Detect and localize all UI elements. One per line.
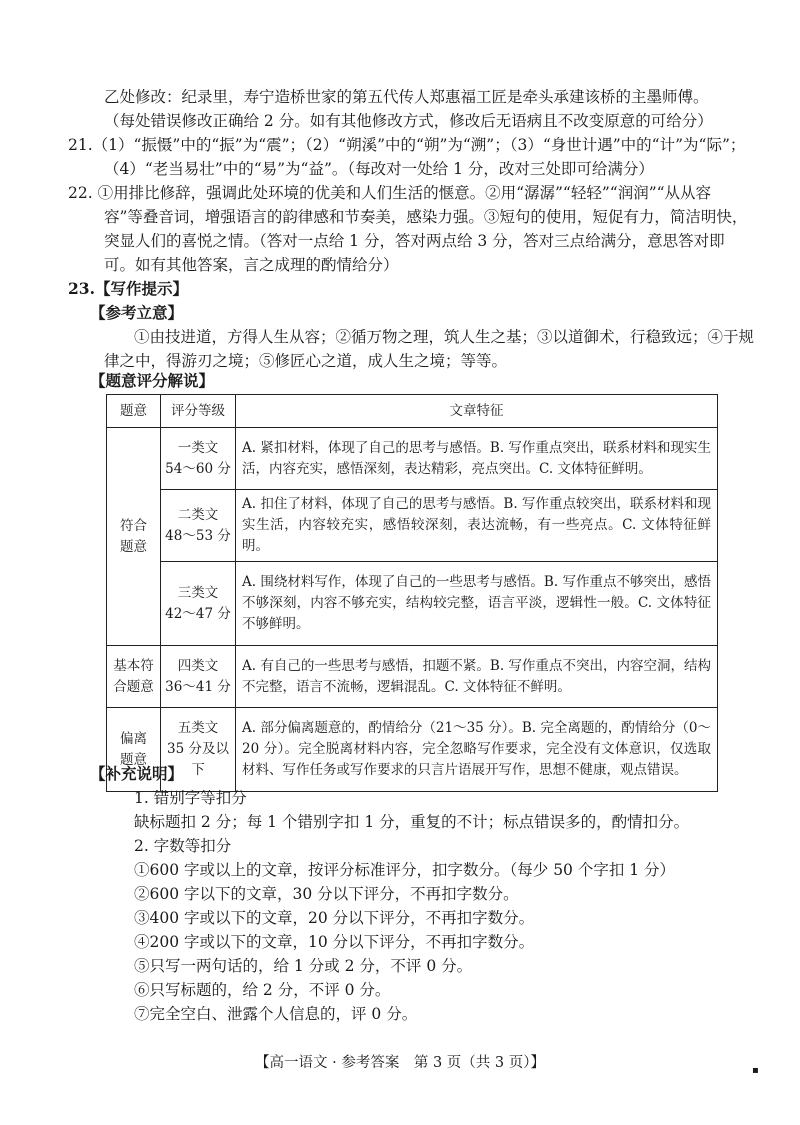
q22-line-4: 可。如有其他答案，言之成理的酌情给分） xyxy=(104,256,399,274)
corner-mark: ▪ xyxy=(752,1065,759,1076)
q22-line-2: 容”等叠音词，增强语言的韵律感和节奏美，感染力强。③短句的使用，短促有力，简洁明快， xyxy=(104,208,748,226)
reference-theme-line-2: 律之中，得游刃之境；⑤修匠心之道，成人生之境；等等。 xyxy=(104,352,508,370)
word-count-rule: ②600 字以下的文章，30 分以下评分，不再扣字数分。 xyxy=(134,885,519,903)
scoring-explanation-heading: 【题意评分解说】 xyxy=(90,371,215,390)
table-row xyxy=(107,562,718,646)
word-count-rule: ⑤只写一两句话的，给 1 分或 2 分，不评 0 分。 xyxy=(134,957,473,975)
supplement-item-1-title: 1. 错别字等扣分 xyxy=(134,789,247,807)
supplement-item-1-text: 缺标题扣 2 分；每 1 个错别字扣 1 分，重复的不计；标点错误多的，酌情扣分。 xyxy=(134,813,690,831)
word-count-rule: ③400 字或以下的文章，20 分以下评分，不再扣字数分。 xyxy=(134,909,535,927)
grade-cell: 三类文 42～47 分 xyxy=(161,562,236,646)
q23-heading: 23.【写作提示】 xyxy=(68,279,188,298)
word-count-rule: ⑥只写标题的，给 2 分，不评 0 分。 xyxy=(134,981,391,999)
table-row xyxy=(107,646,718,708)
grade-cell: 一类文 54～60 分 xyxy=(161,428,236,490)
grade-cell: 五类文 35 分及以下 xyxy=(161,708,236,792)
table-row xyxy=(107,490,718,562)
word-count-rule: ④200 字或以下的文章，10 分以下评分，不再扣字数分。 xyxy=(134,933,535,951)
table-row xyxy=(107,708,718,792)
header-features: 文章特征 xyxy=(236,395,718,428)
feature-cell: A. 紧扣材料，体现了自己的思考与感悟。B. 写作重点突出，联系材料和现实生活，内容充实，感悟深刻，表达精彩，亮点突出。C. 文体特征鲜明。 xyxy=(236,428,718,490)
reference-theme-line-1: ①由技进道，方得人生从容；②循万物之理，筑人生之基；③以道御术，行稳致远；④于规 xyxy=(134,328,755,346)
section-top-line-1: 乙处修改：纪录里，寿宁造桥世家的第五代传人郑惠福工匠是牵头承建该桥的主墨师傅。 xyxy=(104,88,709,106)
word-count-rule: ①600 字或以上的文章，按评分标准评分，扣字数分。（每少 50 个字扣 1 分） xyxy=(134,861,676,879)
feature-cell: A. 围绕材料写作，体现了自己的一些思考与感悟。B. 写作重点不够突出，感悟不够深刻，内容不够充实，结构较完整，语言平淡，逻辑性一般。C. 文体特征不够鲜明。 xyxy=(236,562,718,646)
header-grade: 评分等级 xyxy=(161,395,236,428)
supplement-item-2-title: 2. 字数等扣分 xyxy=(134,837,232,855)
q22-line-3: 突显人们的喜悦之情。（答对一点给 1 分，答对两点给 3 分，答对三点给满分，意思答对即 xyxy=(104,232,725,250)
supplement-heading: 【补充说明】 xyxy=(90,764,184,783)
feature-cell: A. 有自己的一些思考与感悟，扣题不紧。B. 写作重点不突出，内容空洞，结构不完整，语言不流畅，逻辑混乱。C. 文体特征不鲜明。 xyxy=(236,646,718,708)
grade-cell: 四类文 36～41 分 xyxy=(161,646,236,708)
q22-line-1: 22. ①用排比修辞，强调此处环境的优美和人们生活的惬意。②用“潺潺”“轻轻”“润润”“从从容 xyxy=(68,184,712,202)
table-header-row xyxy=(107,395,718,428)
group-basically-fits: 基本符 合题意 xyxy=(107,646,161,708)
page-footer: 【高一语文 · 参考答案 第 3 页（共 3 页）】 xyxy=(255,1055,545,1071)
grading-table xyxy=(106,394,718,792)
grade-cell: 二类文 48～53 分 xyxy=(161,490,236,562)
word-count-rule: ⑦完全空白、泄露个人信息的，评 0 分。 xyxy=(134,1005,418,1023)
feature-cell: A. 扣住了材料，体现了自己的思考与感悟。B. 写作重点较突出，联系材料和现实生活，内容较充实，感悟较深刻，表达流畅，有一些亮点。C. 文体特征鲜明。 xyxy=(236,490,718,562)
header-theme: 题意 xyxy=(107,395,161,428)
feature-cell: A. 部分偏离题意的，酌情给分（21～35 分）。B. 完全离题的，酌情给分（0～20 分）。完全脱离材料内容，完全忽略写作要求，完全没有文体意识，仅选取材料、写作任务或写作要求的只言片语展开写作，思想不健康，观点错误。 xyxy=(236,708,718,792)
section-top-line-2: （每处错误修改正确给 2 分。如有其他修改方式，修改后无语病且不改变原意的可给分） xyxy=(104,112,713,130)
q21-line-2: （4）“老当易壮”中的“易”为“益”。（每改对一处给 1 分，改对三处即可给满分） xyxy=(104,160,654,178)
group-off-theme: 偏离 题意 xyxy=(107,708,161,792)
table-row xyxy=(107,428,718,490)
group-fits-theme: 符合 题意 xyxy=(107,428,161,646)
q21-line-1: 21.（1）“振慑”中的“振”为“震”；（2）“朔溪”中的“朔”为“溯”；（3）“身世计遇”中的“计”为“际”； xyxy=(68,136,746,154)
reference-theme-heading: 【参考立意】 xyxy=(90,303,184,322)
